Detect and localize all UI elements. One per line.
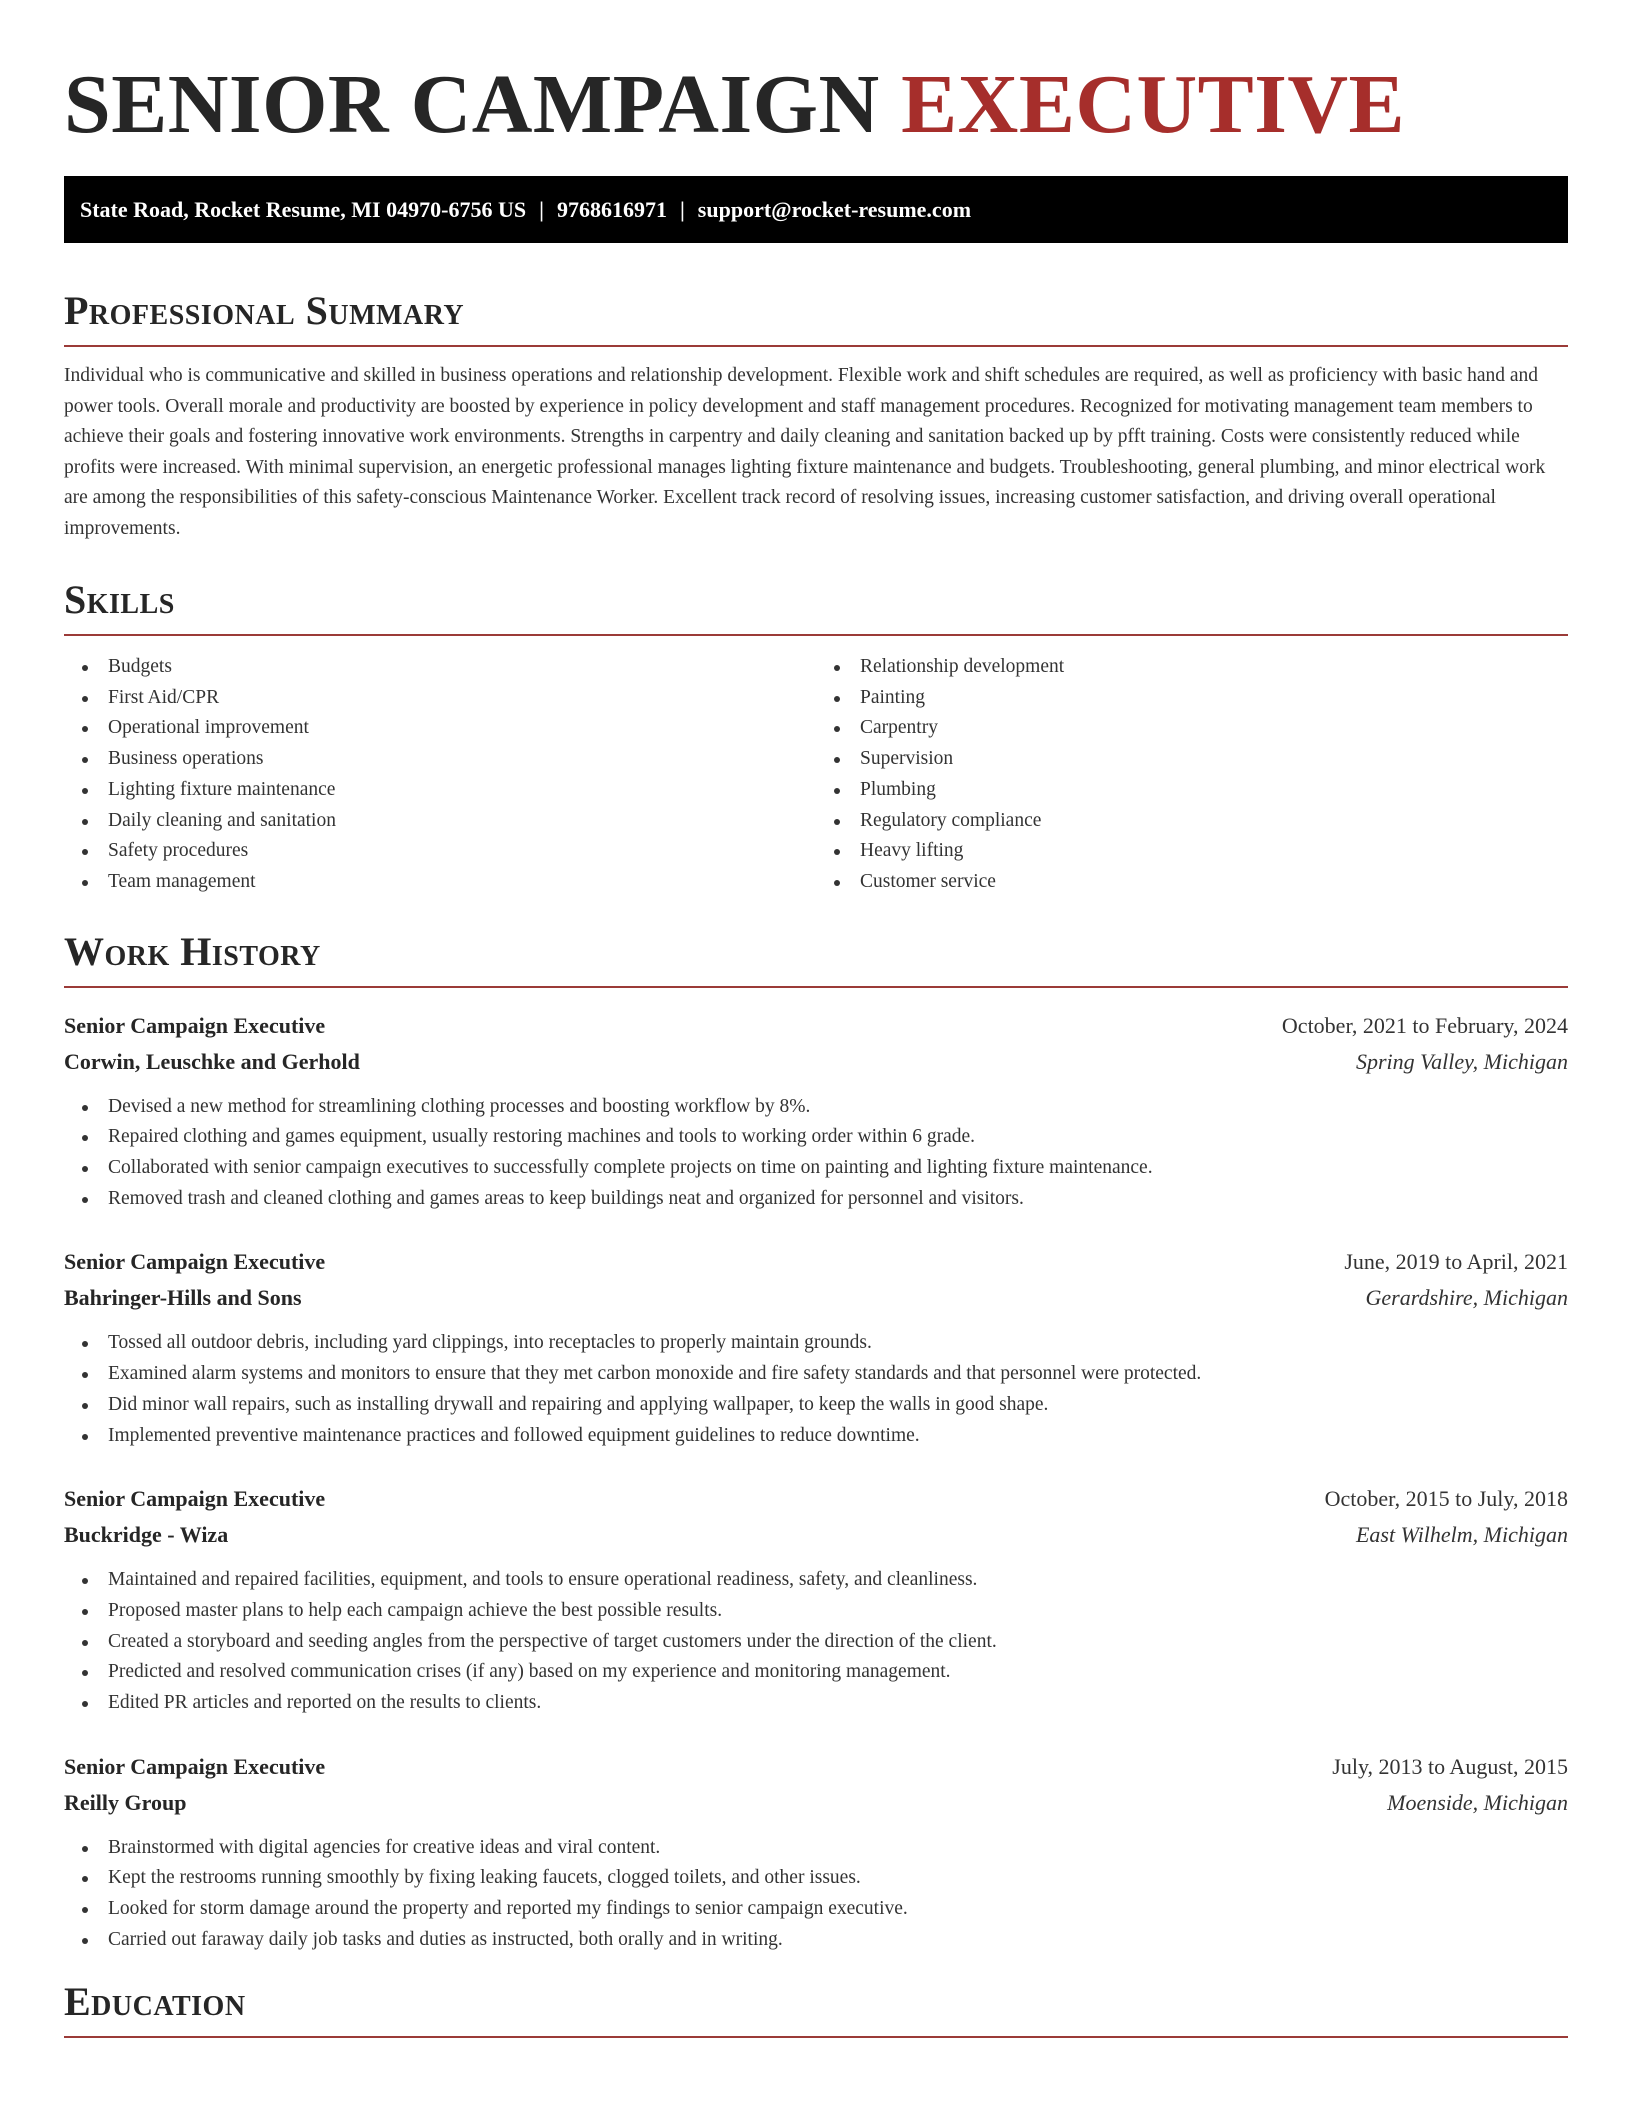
job-bullet: Implemented preventive maintenance practices and followed equipment guidelines to reduce downtime. <box>108 1421 1568 1452</box>
skill-item: First Aid/CPR <box>108 683 816 714</box>
skills-list-right <box>816 652 1568 898</box>
job-title: Senior Campaign Executive <box>64 1753 326 1779</box>
skill-item: Daily cleaning and sanitation <box>108 806 816 837</box>
job-bullet: Looked for storm damage around the property and reported my findings to senior campaign executive. <box>108 1894 1568 1925</box>
job-entry <box>64 1749 1568 1956</box>
job-bullets <box>64 1328 1568 1451</box>
job-bullet: Created a storyboard and seeding angles from the perspective of target customers under the direction of the client. <box>108 1627 1568 1658</box>
contact-bar <box>64 176 1568 243</box>
job-company: Reilly Group <box>64 1789 187 1815</box>
job-dates: July, 2013 to August, 2015 <box>1332 1753 1568 1779</box>
contact-address: State Road, Rocket Resume, MI 04970-6756 US <box>80 197 527 222</box>
resume-page <box>64 0 1568 2038</box>
job-dates: October, 2021 to February, 2024 <box>1281 1012 1568 1038</box>
section-divider <box>64 634 1568 636</box>
job-company: Bahringer-Hills and Sons <box>64 1285 302 1311</box>
job-company-row <box>64 1517 1568 1553</box>
job-bullet: Maintained and repaired facilities, equipment, and tools to ensure operational readiness, safety, and cleanliness. <box>108 1565 1568 1596</box>
skill-item: Relationship development <box>860 652 1568 683</box>
skill-item: Safety procedures <box>108 836 816 867</box>
job-location: East Wilhelm, Michigan <box>1355 1522 1568 1548</box>
job-bullets <box>64 1833 1568 1956</box>
skill-item: Supervision <box>860 744 1568 775</box>
job-bullet: Tossed all outdoor debris, including yard clippings, into receptacles to properly maintain grounds. <box>108 1328 1568 1359</box>
skill-item: Operational improvement <box>108 713 816 744</box>
job-bullet: Collaborated with senior campaign executives to successfully complete projects on time on painting and lighting fixture maintenance. <box>108 1153 1568 1184</box>
job-company: Buckridge - Wiza <box>64 1522 229 1548</box>
job-bullet: Edited PR articles and reported on the results to clients. <box>108 1688 1568 1719</box>
skill-item: Customer service <box>860 867 1568 898</box>
work-history-section-title: Work History <box>64 928 321 974</box>
job-location: Gerardshire, Michigan <box>1365 1285 1568 1311</box>
skills-list-left <box>64 652 816 898</box>
job-title: Senior Campaign Executive <box>64 1249 326 1275</box>
job-bullet: Proposed master plans to help each campaign achieve the best possible results. <box>108 1596 1568 1627</box>
job-bullet: Removed trash and cleaned clothing and games areas to keep buildings neat and organized for personnel and visitors. <box>108 1184 1568 1215</box>
contact-separator: | <box>539 197 544 222</box>
skill-item: Painting <box>860 683 1568 714</box>
summary-section-title: Professional Summary <box>64 288 465 333</box>
job-dates: June, 2019 to April, 2021 <box>1344 1249 1568 1275</box>
skill-item: Regulatory compliance <box>860 806 1568 837</box>
job-header-row <box>64 1008 1568 1044</box>
contact-separator: | <box>679 197 685 222</box>
contact-phone: 9768616971 <box>556 197 667 222</box>
name-part-accent: EXECUTIVE <box>901 58 1406 151</box>
section-divider <box>64 986 1568 988</box>
job-location: Moenside, Michigan <box>1387 1789 1568 1815</box>
skill-item: Team management <box>108 867 816 898</box>
job-title: Senior Campaign Executive <box>64 1012 326 1038</box>
job-bullets <box>64 1092 1568 1215</box>
skill-item: Heavy lifting <box>860 836 1568 867</box>
education-section-title: Education <box>64 1978 246 2024</box>
job-company-row <box>64 1280 1568 1316</box>
section-divider <box>64 2036 1568 2038</box>
job-bullet: Examined alarm systems and monitors to ensure that they met carbon monoxide and fire safety standards and that personnel were protected. <box>108 1359 1568 1390</box>
job-bullet: Predicted and resolved communication crises (if any) based on my experience and monitoring management. <box>108 1657 1568 1688</box>
job-entry <box>64 1244 1568 1451</box>
job-bullets <box>64 1565 1568 1719</box>
skills-section-title: Skills <box>64 577 175 622</box>
contact-email: support@rocket-resume.com <box>697 197 972 222</box>
job-bullet: Did minor wall repairs, such as installing drywall and repairing and applying wallpaper, to keep the walls in good shape. <box>108 1390 1568 1421</box>
job-header-row <box>64 1749 1568 1785</box>
job-dates: October, 2015 to July, 2018 <box>1324 1486 1568 1512</box>
job-bullet: Repaired clothing and games equipment, usually restoring machines and tools to working order within 6 grade. <box>108 1122 1568 1153</box>
summary-text: Individual who is communicative and skilled in business operations and relationship development. Flexible work and shift schedules are required, as well as proficiency with basic hand and power tools. Overall morale and productivity are boosted by experience in policy development and staff management procedures. Recognized for motivating management team members to achieve their goals and fostering innovative work environments. Strengths in carpentry and daily cleaning and sanitation backed up by pfft training. Costs were consistently reduced while profits were increased. With minimal supervision, an energetic professional manages lighting fixture maintenance and budgets. Troubleshooting, general plumbing, and minor electrical work are among the responsibilities of this safety-conscious Maintenance Worker. Excellent track record of resolving issues, increasing customer satisfaction, and driving overall operational improvements. <box>64 365 1546 539</box>
name-part-dark: SENIOR CAMPAIGN <box>64 58 880 151</box>
job-company: Corwin, Leuschke and Gerhold <box>64 1048 360 1074</box>
job-bullet: Carried out faraway daily job tasks and duties as instructed, both orally and in writing. <box>108 1925 1568 1956</box>
job-company-row <box>64 1785 1568 1821</box>
job-location: Spring Valley, Michigan <box>1355 1048 1568 1074</box>
job-bullet: Kept the restrooms running smoothly by fixing leaking faucets, clogged toilets, and other issues. <box>108 1863 1568 1894</box>
skill-item: Budgets <box>108 652 816 683</box>
job-header-row <box>64 1481 1568 1517</box>
job-header-row <box>64 1244 1568 1280</box>
job-title: Senior Campaign Executive <box>64 1486 326 1512</box>
job-entry <box>64 1481 1568 1719</box>
skills-grid <box>64 652 1568 898</box>
job-entry <box>64 1008 1568 1215</box>
skill-item: Carpentry <box>860 713 1568 744</box>
skill-item: Plumbing <box>860 775 1568 806</box>
job-bullet: Devised a new method for streamlining clothing processes and boosting workflow by 8%. <box>108 1092 1568 1123</box>
skill-item: Business operations <box>108 744 816 775</box>
skill-item: Lighting fixture maintenance <box>108 775 816 806</box>
resume-name-heading <box>64 0 1568 160</box>
job-bullet: Brainstormed with digital agencies for creative ideas and viral content. <box>108 1833 1568 1864</box>
job-company-row <box>64 1044 1568 1080</box>
section-divider <box>64 345 1568 347</box>
